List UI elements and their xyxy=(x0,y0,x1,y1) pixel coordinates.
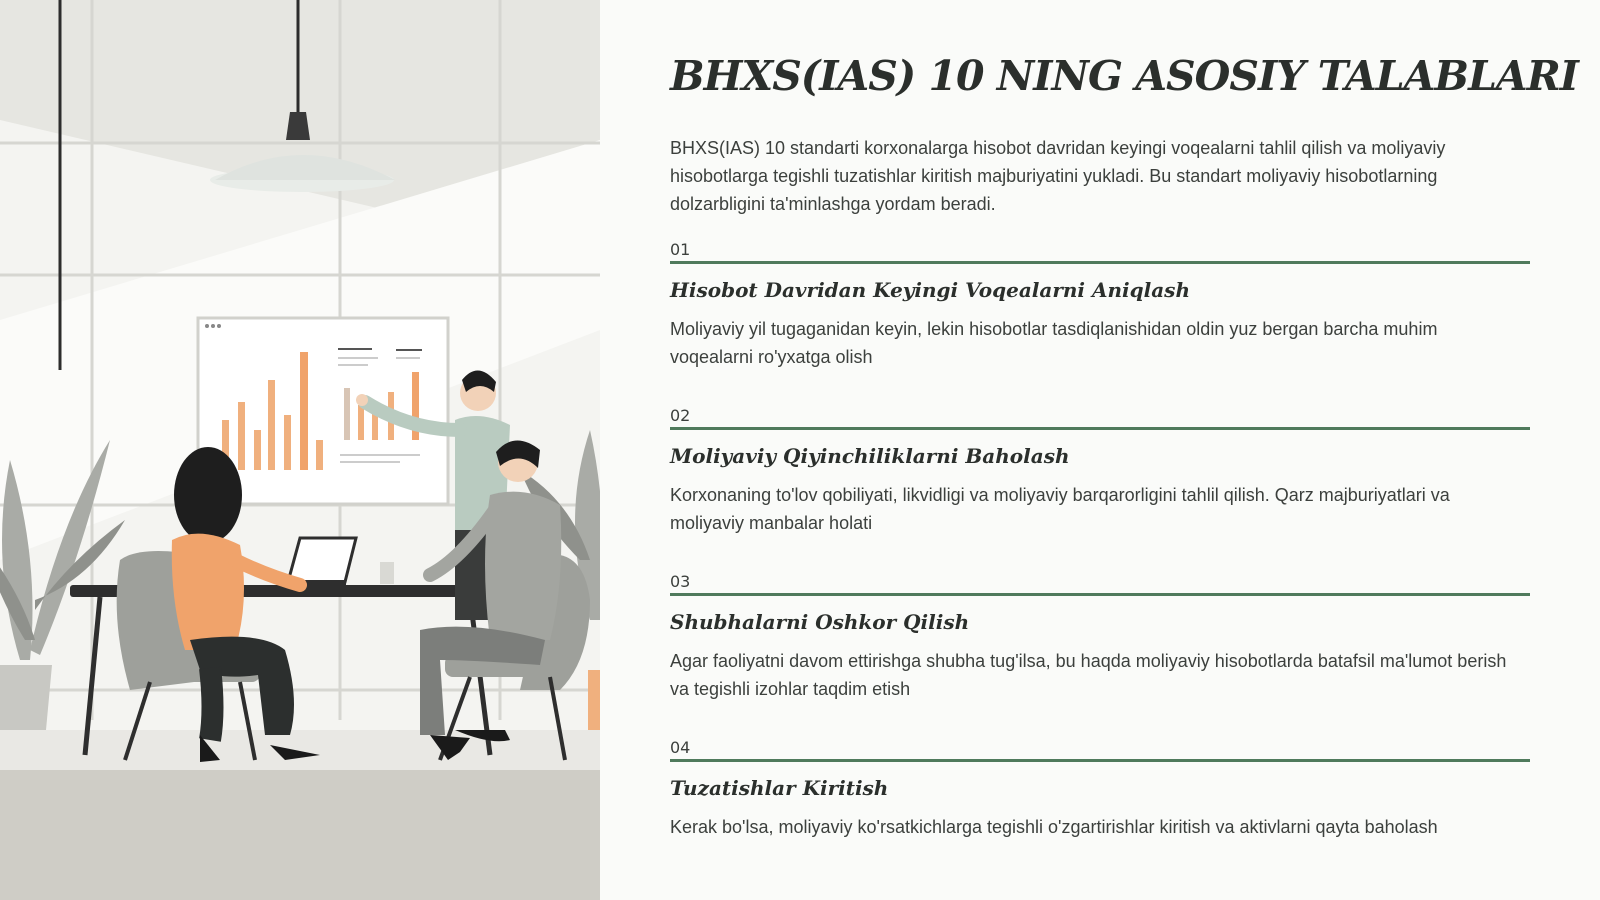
divider xyxy=(670,759,1530,762)
content-panel xyxy=(670,0,1578,900)
item-title: Hisobot Davridan Keyingi Voqealarni Aniqlash xyxy=(670,278,1190,302)
item-title: Tuzatishlar Kiritish xyxy=(670,776,889,800)
intro-paragraph: BHXS(IAS) 10 standarti korxonalarga hisobot davridan keyingi voqealarni tahlil qilish va moliyaviy hisobotlarga tegishli tuzatishlar kiritish majburiyatini yukladi. Bu standart moliyaviy hisobotlarning dolzarbligini ta'minlashga yordam beradi. xyxy=(670,138,1446,214)
office-meeting-icon xyxy=(0,0,600,900)
requirement-item-01 xyxy=(670,240,1530,371)
page-title: BHXS(IAS) 10 NING ASOSIY TALABLARI xyxy=(670,52,1578,100)
item-description: Korxonaning to'lov qobiliyati, likvidligi va moliyaviy barqarorligini tahlil qilish. Qarz majburiyatlari va moliyaviy manbalar holati xyxy=(670,485,1450,533)
requirement-item-04 xyxy=(670,738,1530,841)
item-number: 04 xyxy=(670,738,691,757)
requirement-item-02 xyxy=(670,406,1530,537)
item-number: 02 xyxy=(670,406,691,425)
office-meeting-illustration xyxy=(0,0,600,900)
item-title: Shubhalarni Oshkor Qilish xyxy=(670,610,970,634)
item-description: Moliyaviy yil tugaganidan keyin, lekin hisobotlar tasdiqlanishidan oldin yuz bergan barcha muhim voqealarni ro'yxatga olish xyxy=(670,319,1438,367)
item-description: Kerak bo'lsa, moliyaviy ko'rsatkichlarga tegishli o'zgartirishlar kiritish va aktivlarni qayta baholash xyxy=(670,817,1438,837)
divider xyxy=(670,261,1530,264)
divider xyxy=(670,427,1530,430)
item-title: Moliyaviy Qiyinchiliklarni Baholash xyxy=(670,444,1070,468)
requirement-item-03 xyxy=(670,572,1530,703)
divider xyxy=(670,593,1530,596)
item-number: 01 xyxy=(670,240,691,259)
item-number: 03 xyxy=(670,572,691,591)
item-description: Agar faoliyatni davom ettirishga shubha tug'ilsa, bu haqda moliyaviy hisobotlarda batafsil ma'lumot berish va tegishli izohlar taqdim etish xyxy=(670,651,1507,699)
